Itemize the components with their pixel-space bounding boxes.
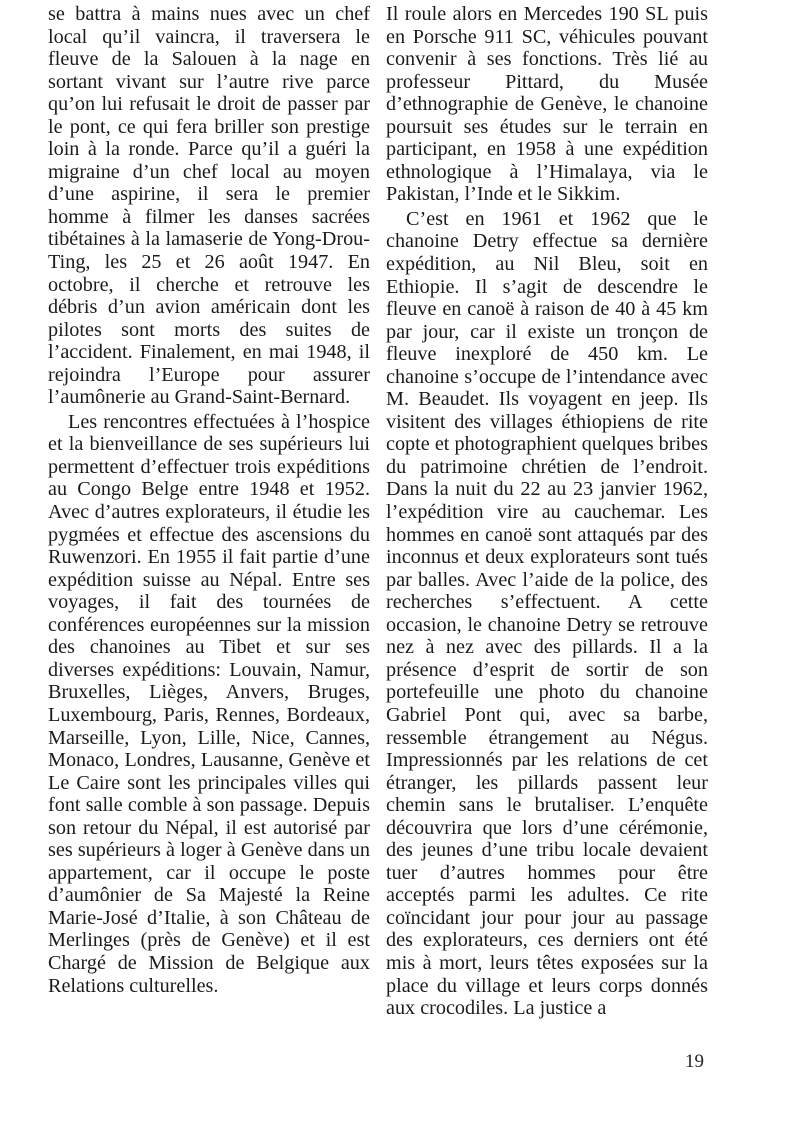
right-column (386, 3, 708, 1020)
paragraph: Il roule alors en Mercedes 190 SL puis en Porsche 911 SC, véhicules pouvant convenir à ses fonctions. Très lié au professeur Pittard, du Musée d’ethnographie de Genève, le chanoine poursuit ses études sur le terrain en participant, en 1958 à une expédition ethnologique à l’Himalaya, via le Pakistan, l’Inde et le Sikkim. (386, 3, 708, 206)
paragraph: Les rencontres effectuées à l’hospice et la bienveillance de ses supérieurs lui permettent d’effectuer trois expéditions au Congo Belge entre 1948 et 1952. Avec d’autres explorateurs, il étudie les pygmées et effectue des ascensions du Ruwenzori. En 1955 il fait partie d’une expédition suisse au Népal. Entre ses voyages, il fait des tournées de conférences européennes sur la mission des chanoines au Tibet et sur ses diverses expéditions: Louvain, Namur, Bruxelles, Lièges, Anvers, Bruges, Luxembourg, Paris, Rennes, Bordeaux, Marseille, Lyon, Lille, Nice, Cannes, Monaco, Londres, Lausanne, Genève et Le Caire sont les principales villes qui font salle comble à son passage. Depuis son retour du Népal, il est autorisé par ses supérieurs à loger à Genève dans un appartement, car il occupe le poste d’aumônier de Sa Majesté la Reine Marie-José d’Italie, à son Château de Merlinges (près de Genève) et il est Chargé de Mission de Belgique aux Relations culturelles. (48, 410, 370, 997)
left-column (48, 3, 370, 997)
paragraph: se battra à mains nues avec un chef local qu’il vaincra, il traversera le fleuve de la Salouen à la nage en sortant vivant sur l’autre rive parce qu’on lui refusait le droit de passer par le pont, ce qui fera briller son prestige loin à la ronde. Parce qu’il a guéri la migraine d’un chef local au moyen d’une aspirine, il sera le premier homme à filmer les danses sacrées tibétaines à la lamaserie de Yong-Drou-Ting, les 25 et 26 août 1947. En octobre, il cherche et retrouve les débris d’un avion américain dont les pilotes sont morts des suites de l’accident. Finalement, en mai 1948, il rejoindra l’Europe pour assurer l’aumônerie au Grand-Saint-Bernard. (48, 3, 370, 409)
page-number: 19 (685, 1051, 704, 1072)
paragraph: C’est en 1961 et 1962 que le chanoine Detry effectue sa dernière expédition, au Nil Bleu, soit en Ethiopie. Il s’agit de descendre le fleuve en canoë à raison de 40 à 45 km par jour, car il existe un tronçon de fleuve inexploré de 450 km. Le chanoine s’occupe de l’intendance avec M. Beaudet. Ils voyagent en jeep. Ils visitent des villages éthiopiens de rite copte et photographient quelques bribes du patrimoine chrétien de l’endroit. Dans la nuit du 22 au 23 janvier 1962, l’expédition vire au cauchemar. Les hommes en canoë sont attaqués par des inconnus et deux explorateurs sont tués par balles. Avec l’aide de la police, des recherches s’effectuent. A cette occasion, le chanoine Detry se retrouve nez à nez avec des pillards. Il a la présence d’esprit de sortir de son portefeuille une photo du chanoine Gabriel Pont qui, avec sa barbe, ressemble étrangement au Négus. Impressionnés par les relations de cet étranger, les pillards passent leur chemin sans le brutaliser. L’enquête découvrira que lors d’une cérémonie, des jeunes d’une tribu locale devaient tuer d’autres hommes pour être acceptés parmi les adultes. Ce rite coïncidant jour pour jour au passage des explorateurs, ces derniers ont été mis à mort, leurs têtes exposées sur la place du village et leurs corps donnés aux crocodiles. La justice a (386, 207, 708, 1020)
